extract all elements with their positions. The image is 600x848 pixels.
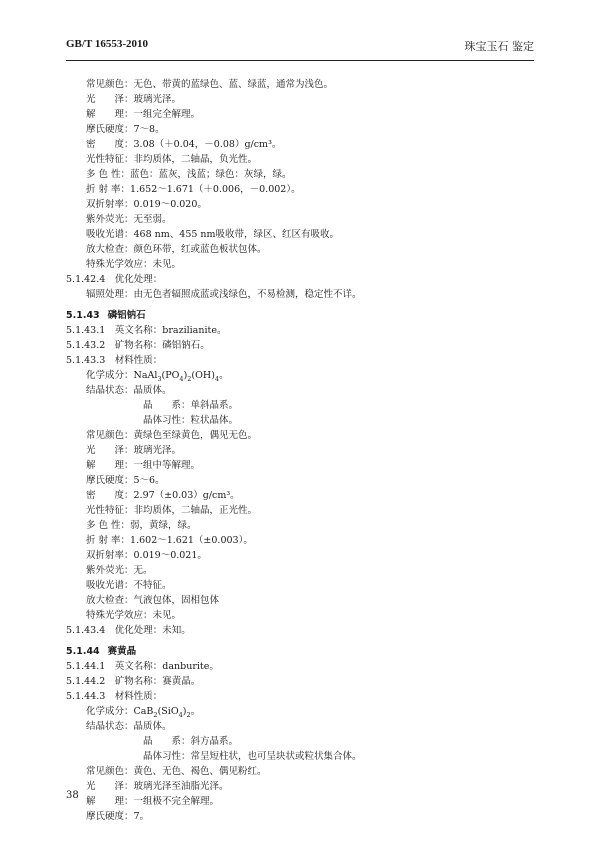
text-line: 双折射率：0.019～0.021。 xyxy=(86,550,207,561)
text-line: 放大检查：颜色环带，红或蓝色板状包体。 xyxy=(86,244,267,255)
text-line: 光 泽：玻璃光泽至油脂光泽。 xyxy=(86,781,229,792)
text-line: 双折射率：0.019～0.020。 xyxy=(86,199,207,210)
text-line: 常见颜色：黄绿色至绿黄色，偶见无色。 xyxy=(86,430,258,441)
chemical-formula-line: 化学成分：$NaAl_3(PO_4)_2(OH)_4$。 xyxy=(86,370,229,383)
text-line: 光 泽：玻璃光泽。 xyxy=(86,94,182,105)
text-line: 结晶状态：晶质体。 xyxy=(86,385,172,396)
text-line: 解 理：一组极不完全解理。 xyxy=(86,796,220,807)
text-line: 吸收光谱：468 nm、455 nm吸收带，绿区、红区有吸收。 xyxy=(86,229,340,240)
text-line: 多 色 性：蓝色：蓝灰，浅蓝；绿色：灰绿，绿。 xyxy=(86,169,292,180)
subsection-heading: 5.1.44.3 材料性质： xyxy=(66,691,163,702)
text-line: 晶体习性：粒状晶体。 xyxy=(143,415,239,426)
text-line: 折 射 率：1.602～1.621（±0.003）。 xyxy=(86,535,253,546)
text-line: 解 理：一组中等解理。 xyxy=(86,460,201,471)
text-line: 多 色 性：弱，黄绿，绿。 xyxy=(86,520,197,531)
subsection-heading: 5.1.44.1 英文名称：danburite。 xyxy=(66,661,219,672)
subsection-heading: 5.1.43.2 矿物名称：磷铝钠石。 xyxy=(66,340,210,351)
text-line: 辐照处理：由无色者辐照成蓝或浅绿色，不易检测，稳定性不详。 xyxy=(86,289,362,300)
text-line: 晶体习性：常呈短柱状，也可呈块状或粒状集合体。 xyxy=(143,751,362,762)
text-line: 光性特征：非均质体，二轴晶，正光性。 xyxy=(86,505,258,516)
subsection-heading: 5.1.43.3 材料性质： xyxy=(66,355,163,366)
section-heading xyxy=(66,310,146,322)
subsection-heading: 5.1.42.4 优化处理： xyxy=(66,274,163,285)
section-number: 5.1.43 xyxy=(66,310,100,321)
text-line: 常见颜色：无色、带黄的蓝绿色、蓝、绿蓝，通常为浅色。 xyxy=(86,79,334,90)
text-line: 放大检查：气液包体，固相包体 xyxy=(86,595,220,606)
text-line: 紫外荧光：无至弱。 xyxy=(86,214,172,225)
page-number: 38 xyxy=(66,790,79,801)
text-line: 吸收光谱：不特征。 xyxy=(86,580,172,591)
text-line: 结晶状态：晶质体。 xyxy=(86,721,172,732)
section-title: 磷铝钠石 xyxy=(107,310,146,321)
section-heading xyxy=(66,646,136,658)
text-line: 密 度：3.08（＋0.04，－0.08）g/cm³。 xyxy=(86,139,282,150)
text-line: 晶 系：斜方晶系。 xyxy=(143,736,239,747)
text-line: 摩氏硬度：7。 xyxy=(86,811,150,822)
subsection-heading: 5.1.43.1 英文名称：brazilianite。 xyxy=(66,325,227,336)
document-title: 珠宝玉石 鉴定 xyxy=(464,40,534,53)
section-title: 赛黄晶 xyxy=(107,646,137,657)
text-line: 晶 系：单斜晶系。 xyxy=(143,400,239,411)
text-line: 摩氏硬度：7～8。 xyxy=(86,124,165,135)
text-line: 解 理：一组完全解理。 xyxy=(86,109,201,120)
standard-number: GB/T 16553-2010 xyxy=(66,38,149,50)
text-line: 摩氏硬度：5～6。 xyxy=(86,475,165,486)
subsection-heading: 5.1.44.2 矿物名称：赛黄晶。 xyxy=(66,676,201,687)
chemical-formula-line: 化学成分：$CaB_2(SiO_4)_2$。 xyxy=(86,706,201,719)
subsection-heading: 5.1.43.4 优化处理：未知。 xyxy=(66,625,191,636)
text-line: 光 泽：玻璃光泽。 xyxy=(86,445,182,456)
text-line: 特殊光学效应：未见。 xyxy=(86,259,182,270)
text-line: 折 射 率：1.652～1.671（＋0.006，－0.002）。 xyxy=(86,184,301,195)
text-line: 常见颜色：黄色、无色、褐色、偶见粉红。 xyxy=(86,766,267,777)
header-rule xyxy=(66,60,534,61)
section-number: 5.1.44 xyxy=(66,646,100,657)
text-line: 紫外荧光：无。 xyxy=(86,565,153,576)
text-line: 光性特征：非均质体，二轴晶，负光性。 xyxy=(86,154,258,165)
text-line: 特殊光学效应：未见。 xyxy=(86,610,182,621)
text-line: 密 度：2.97（±0.03）g/cm³。 xyxy=(86,490,240,501)
